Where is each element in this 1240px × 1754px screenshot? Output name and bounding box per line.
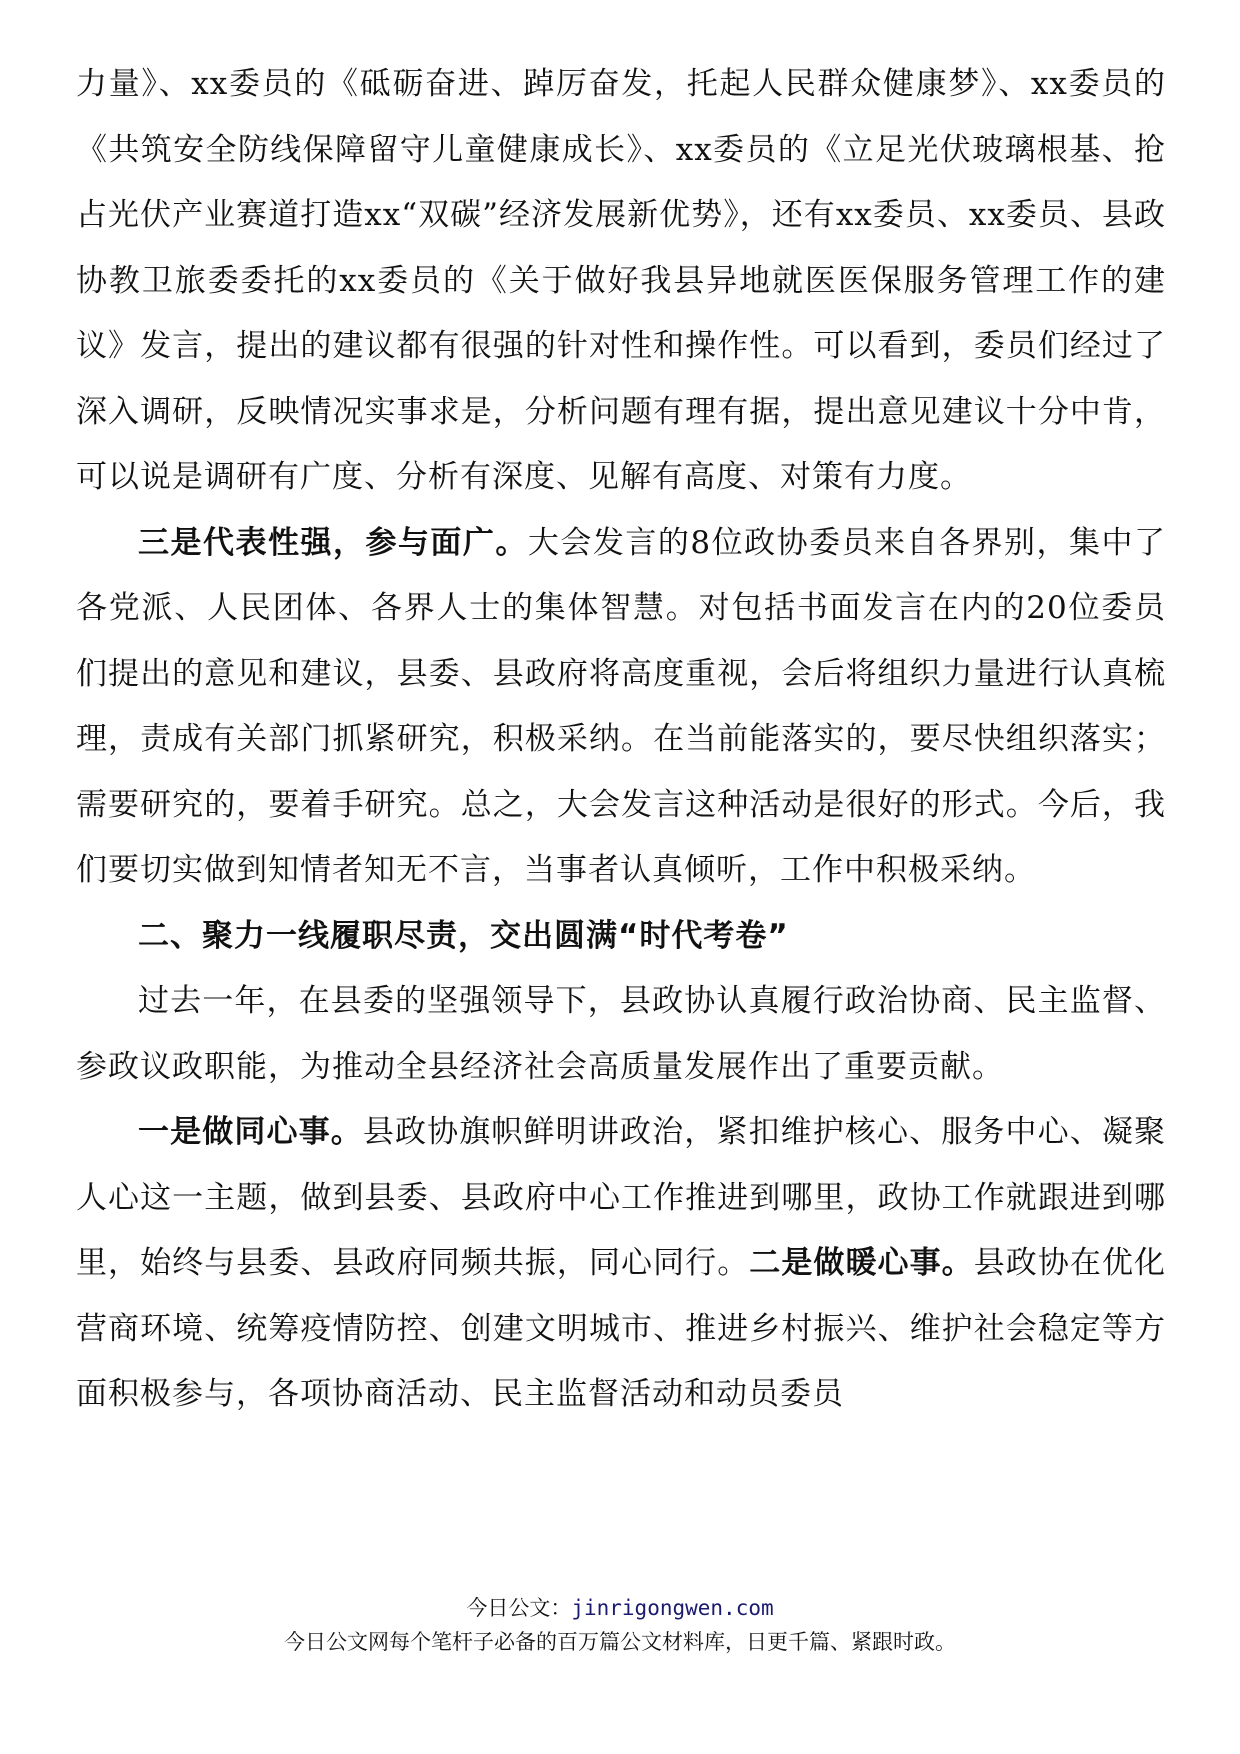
footer-site-url[interactable]: jinrigongwen.com: [571, 1596, 774, 1620]
section-heading: 二、聚力一线履职尽责，交出圆满“时代考卷”: [138, 917, 789, 954]
paragraph-section-intro: [76, 969, 1166, 1100]
footer-slogan: 今日公文网每个笔杆子必备的百万篇公文材料库，日更千篇、紧跟时政。: [284, 1630, 956, 1654]
paragraph-text-2: 县政协在优化营商环境、统筹疫情防控、创建文明城市、推进乡村振兴、维护社会稳定等方面积极参与，各项协商活动、民主监督活动和动员委员: [76, 1245, 1167, 1412]
footer-site-label: 今日公文：: [466, 1596, 572, 1620]
paragraph-text: 力量》、xx委员的《砥砺奋进、踔厉奋发，托起人民群众健康梦》、xx委员的《共筑安全防线保障留守儿童健康成长》、xx委员的《立足光伏玻璃根基、抢占光伏产业赛道打造xx“双碳”经济发展新优势》，还有xx委员、xx委员、县政协教卫旅委委托的xx委员的《关于做好我县异地就医医保服务管理工作的建议》发言，提出的建议都有很强的针对性和操作性。可以看到，委员们经过了深入调研，反映情况实事求是，分析问题有理有据，提出意见建议十分中肯，可以说是调研有广度、分析有深度、见解有高度、对策有力度。: [76, 66, 1166, 495]
paragraph-text: 过去一年，在县委的坚强领导下，县政协认真履行政治协商、民主监督、参政议政职能，为推动全县经济社会高质量发展作出了重要贡献。: [76, 983, 1166, 1085]
paragraph-text-1: 县政协旗帜鲜明讲政治，紧扣维护核心、服务中心、凝聚人心这一主题，做到县委、县政府中心工作推进到哪里，政协工作就跟进到哪里，始终与县委、县政府同频共振，同心同行。: [76, 1114, 1167, 1281]
document-body: [76, 52, 1166, 1428]
paragraph-text: 大会发言的8位政协委员来自各界别，集中了各党派、人民团体、各界人士的集体智慧。对包括书面发言在内的20位委员们提出的意见和建议，县委、县政府将高度重视，会后将组织力量进行认真梳理，责成有关部门抓紧研究，积极采纳。在当前能落实的，要尽快组织落实；需要研究的，要着手研究。总之，大会发言这种活动是很好的形式。今后，我们要切实做到知情者知无不言，当事者认真倾听，工作中积极采纳。: [76, 524, 1166, 888]
paragraph-bold-lead-2: 二是做暖心事。: [749, 1245, 974, 1281]
paragraph-bold-lead-1: 一是做同心事。: [138, 1114, 363, 1150]
paragraph-third-point: [76, 511, 1166, 904]
footer-site-line: [0, 1593, 1240, 1623]
paragraph-first-second-points: [76, 1100, 1166, 1428]
paragraph-continued: [76, 52, 1166, 511]
paragraph-bold-lead: 三是代表性强，参与面广。: [138, 524, 528, 561]
